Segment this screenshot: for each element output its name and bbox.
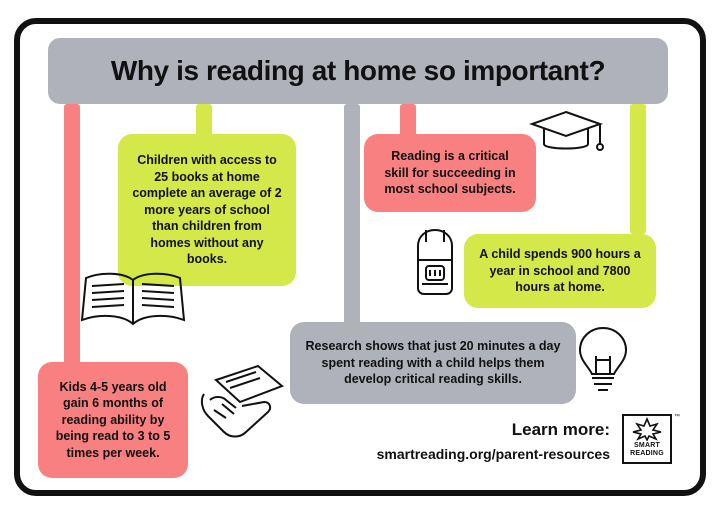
open-book-icon	[78, 268, 188, 332]
page-title: Why is reading at home so important?	[110, 55, 606, 86]
fact-box-kids: Kids 4-5 years old gain 6 months of reading ability by being read to 3 to 5 times per week.	[38, 362, 188, 478]
smart-reading-logo	[622, 414, 678, 472]
learn-more-label: Learn more:	[511, 420, 610, 439]
connector-green-right	[630, 104, 646, 234]
logo-line-1: SMART	[634, 442, 660, 449]
learn-more-block	[330, 420, 610, 462]
fact-box-books: Children with access to 25 books at home complete an average of 2 more years of school than children from homes without any books.	[118, 134, 296, 286]
connector-pink-left	[64, 104, 80, 374]
logo-line-2: READING	[630, 450, 664, 458]
fact-box-critical-skill: Reading is a critical skill for succeeding in most school subjects.	[364, 134, 536, 212]
fact-box-hours: A child spends 900 hours a year in school and 7800 hours at home.	[464, 234, 656, 308]
logo-trademark: ™	[674, 414, 680, 420]
learn-more-url[interactable]: smartreading.org/parent-resources	[376, 446, 610, 462]
fact-box-research: Research shows that just 20 minutes a day spent reading with a child helps them develop critical reading skills.	[290, 322, 576, 404]
lightbulb-icon	[570, 322, 636, 398]
backpack-icon	[404, 226, 466, 298]
hand-holding-book-icon	[196, 356, 288, 440]
connector-grey-middle	[344, 104, 360, 334]
page-title-banner	[48, 38, 668, 104]
logo-text	[626, 442, 668, 458]
graduation-cap-icon	[528, 106, 604, 158]
